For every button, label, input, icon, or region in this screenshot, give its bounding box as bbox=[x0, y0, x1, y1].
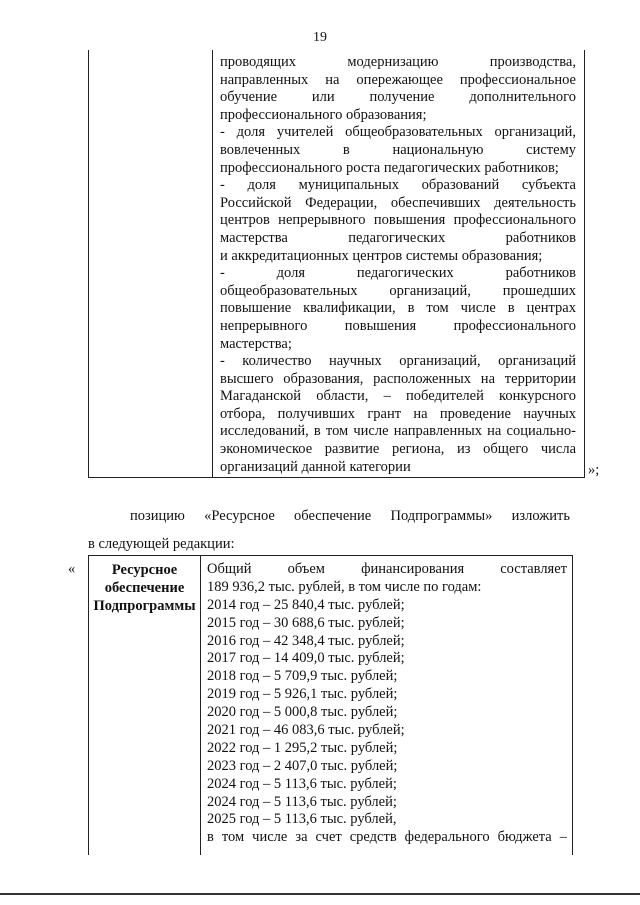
indicator-text-line: общеобразовательных организаций, прошедших bbox=[220, 282, 576, 299]
indicator-text-line: высшего образования, расположенных на территории bbox=[220, 370, 576, 387]
indicator-text-line: и аккредитационных центров системы образования; bbox=[220, 247, 543, 264]
column-divider bbox=[212, 50, 213, 477]
indicator-text-line: отбора, получивших грант на проведение научных bbox=[220, 405, 576, 422]
resource-text-line: 2015 год – 30 688,6 тыс. рублей; bbox=[207, 614, 405, 631]
resource-text-line: 2018 год – 5 709,9 тыс. рублей; bbox=[207, 668, 398, 685]
indicator-text-line: профессионального роста педагогических работников; bbox=[220, 159, 559, 176]
resource-label-line: Ресурсное bbox=[111, 562, 178, 578]
indicator-text-line: профессионального образования; bbox=[220, 106, 427, 123]
page-number: 19 bbox=[313, 30, 327, 45]
indicator-text-line: вовлеченных в национальную систему bbox=[220, 141, 576, 158]
resource-label-line: Подпрограммы bbox=[93, 598, 196, 614]
indicator-text-line: центров непрерывного повышения профессионального bbox=[220, 212, 576, 229]
resource-text-line: 2014 год – 25 840,4 тыс. рублей; bbox=[207, 596, 405, 613]
resource-table bbox=[88, 555, 573, 855]
column-divider bbox=[200, 556, 201, 855]
amendment-instruction-continued: в следующей редакции: bbox=[88, 536, 235, 552]
closing-quote: »; bbox=[588, 462, 600, 478]
resource-text-line: 2024 год – 5 113,6 тыс. рублей; bbox=[207, 793, 397, 810]
indicators-text-cell bbox=[220, 54, 576, 476]
resource-text-line: 2021 год – 46 083,6 тыс. рублей; bbox=[207, 722, 405, 739]
indicator-text-line: Магаданской области, – победителей конкурсного bbox=[220, 388, 576, 405]
resource-text-line: 189 936,2 тыс. рублей, в том числе по годам: bbox=[207, 578, 482, 595]
indicator-text-line: Российской Федерации, обеспечивших деятельность bbox=[220, 194, 576, 211]
resource-text-line: 2023 год – 2 407,0 тыс. рублей; bbox=[207, 757, 398, 774]
resource-label-cell bbox=[89, 561, 200, 615]
indicator-text-line: проводящих модернизацию производства, bbox=[220, 54, 576, 70]
resource-text-line: 2017 год – 14 409,0 тыс. рублей; bbox=[207, 650, 405, 667]
amendment-instruction: позицию «Ресурсное обеспечение Подпрограммы» изложить bbox=[130, 508, 570, 524]
resource-text-line: Общий объем финансирования составляет bbox=[207, 561, 567, 577]
resource-text-line: в том числе за счет средств федерального бюджета – bbox=[207, 829, 567, 846]
indicator-text-line: экономическое развитие региона, из общего числа bbox=[220, 441, 576, 458]
indicator-text-line: организаций данной категории bbox=[220, 458, 411, 475]
opening-quote: « bbox=[68, 561, 76, 577]
resource-text-line: 2025 год – 5 113,6 тыс. рублей, bbox=[207, 811, 397, 828]
resource-text-line: 2020 год – 5 000,8 тыс. рублей; bbox=[207, 704, 398, 721]
indicator-text-line: - доля педагогических работников bbox=[220, 265, 576, 282]
indicator-text-line: исследований, в том числе направленных на социально- bbox=[220, 423, 576, 440]
resource-text-line: 2019 год – 5 926,1 тыс. рублей; bbox=[207, 686, 398, 703]
indicator-text-line: повышение квалификации, в том числе в центрах bbox=[220, 300, 576, 317]
indicator-text-line: - доля учителей общеобразовательных организаций, bbox=[220, 124, 576, 141]
indicator-text-line: - доля муниципальных образований субъекта bbox=[220, 177, 576, 194]
indicators-table-continued bbox=[88, 50, 585, 478]
resource-text-cell bbox=[207, 561, 567, 847]
indicator-text-line: направленных на опережающее профессиональное bbox=[220, 71, 576, 88]
indicator-text-line: обучение или получение дополнительного bbox=[220, 89, 576, 106]
indicator-text-line: непрерывного повышения профессионального bbox=[220, 317, 576, 334]
resource-text-line: 2016 год – 42 348,4 тыс. рублей; bbox=[207, 632, 405, 649]
footer-rule bbox=[0, 893, 640, 895]
indicator-text-line: - количество научных организаций, организаций bbox=[220, 353, 576, 370]
resource-text-line: 2022 год – 1 295,2 тыс. рублей; bbox=[207, 739, 398, 756]
indicator-text-line: мастерства; bbox=[220, 335, 292, 352]
indicator-text-line: мастерства педагогических работников bbox=[220, 229, 576, 246]
resource-text-line: 2024 год – 5 113,6 тыс. рублей; bbox=[207, 775, 397, 792]
resource-label-line: обеспечение bbox=[104, 580, 185, 596]
